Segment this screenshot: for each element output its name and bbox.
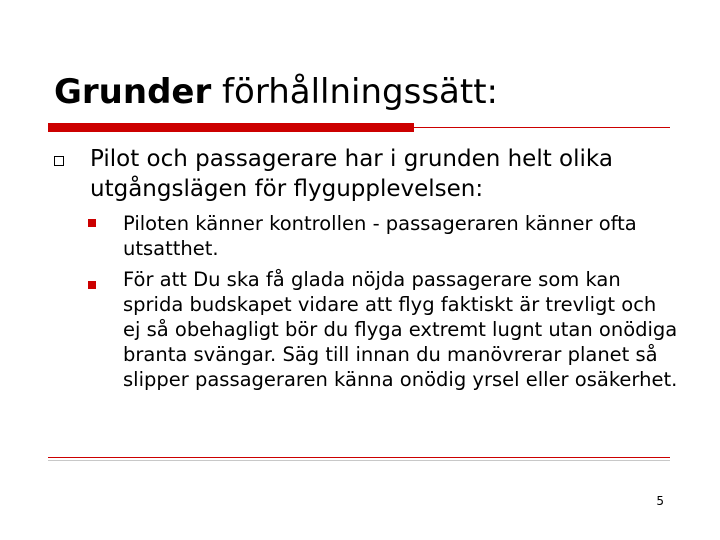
bullet-text: Pilot och passagerare har i grunden helt olika utgångslägen för flygupplevelsen: [90,146,613,202]
title-underline-thick [48,123,414,132]
page-number: 5 [656,494,664,508]
sub-bullet-text: För att Du ska få glada nöjda passagerare som kan sprida budskapet vidare att flyg faktiskt är trevligt och ej så obehagligt bör du flyga extremt lugnt utan onödiga branta svängar. Säg till innan du manövrerar planet så slipper passageraren känna onödig yrsel eller osäkerhet. [123,268,678,391]
sub-bullet-text: Piloten känner kontrollen - passageraren känner ofta utsatthet. [123,212,637,260]
slide-title [54,72,498,112]
footer-divider [48,457,670,458]
footer-divider-shadow [48,460,670,461]
slide-title-bold: Grunder [54,72,212,112]
hollow-square-bullet-icon [54,156,64,166]
filled-square-bullet-icon [88,281,96,289]
slide-title-rest: förhållningssätt: [211,72,498,112]
filled-square-bullet-icon [88,219,96,227]
